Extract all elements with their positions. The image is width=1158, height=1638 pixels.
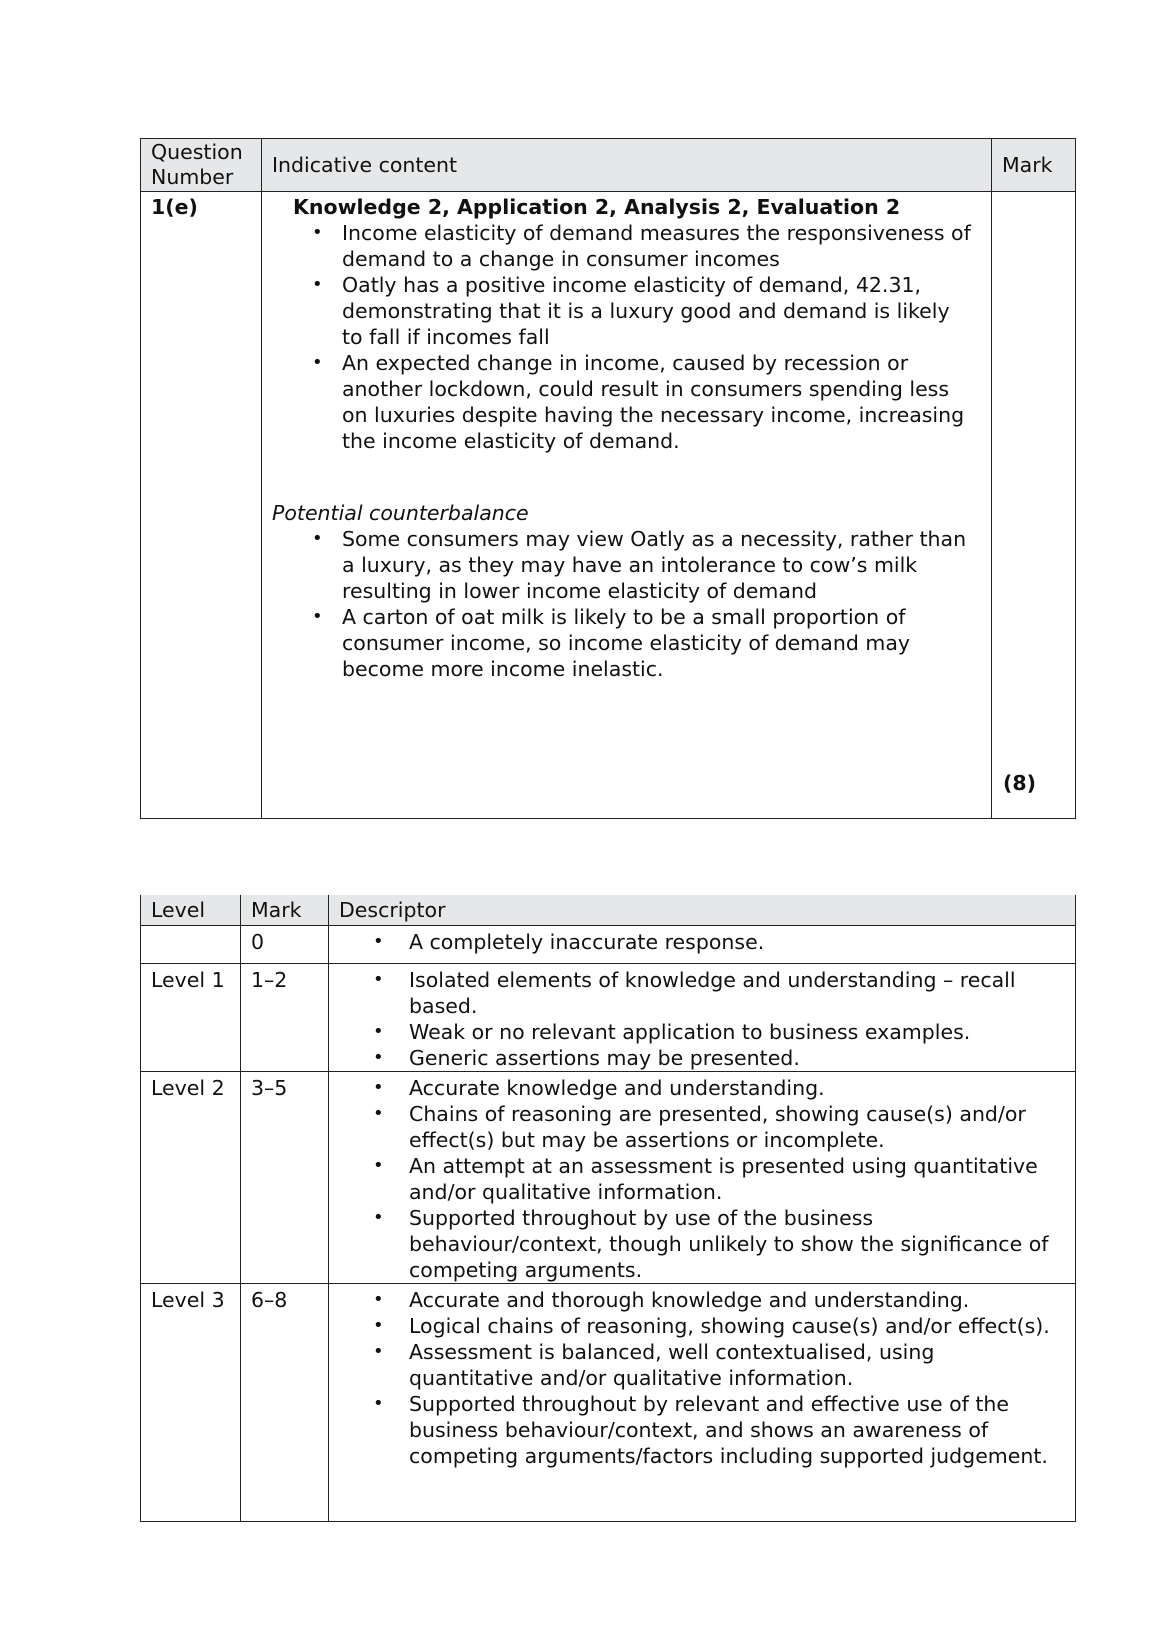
- list-item: • Accurate and thorough knowledge and understanding.: [329, 1287, 1065, 1313]
- mark-cell: [992, 192, 1076, 819]
- descriptor-cell: [329, 1284, 1076, 1522]
- list-item: • Oatly has a positive income elasticity of demand, 42.31, demonstrating that it is a luxury good and demand is likely to fall if incomes fall: [272, 272, 971, 350]
- indicative-content: [262, 192, 992, 819]
- list-item: • Isolated elements of knowledge and understanding – recall based.: [329, 967, 1065, 1019]
- mark-cell: 0: [241, 926, 329, 964]
- table-row: [141, 964, 1076, 1072]
- list-item: • Chains of reasoning are presented, showing cause(s) and/or effect(s) but may be assertions or incomplete.: [329, 1101, 1065, 1153]
- level-cell: Level 1: [141, 964, 241, 1072]
- indicative-points-list: [272, 272, 971, 454]
- list-item: • Logical chains of reasoning, showing cause(s) and/or effect(s).: [329, 1313, 1065, 1339]
- list-item: • An attempt at an assessment is presented using quantitative and/or qualitative information.: [329, 1153, 1065, 1205]
- level-cell: [141, 926, 241, 964]
- list-item: • Supported throughout by use of the business behaviour/context, though unlikely to show the significance of competing arguments.: [329, 1205, 1065, 1283]
- list-item: • Some consumers may view Oatly as a necessity, rather than a luxury, as they may have an intolerance to cow’s milk resulting in lower income elasticity of demand: [272, 526, 971, 604]
- indicative-points-list: [272, 220, 971, 272]
- indicative-content-table: [140, 138, 1076, 819]
- descriptor-cell: [329, 1072, 1076, 1284]
- level-cell: Level 2: [141, 1072, 241, 1284]
- list-item: • Income elasticity of demand measures the responsiveness of demand to a change in consumer incomes: [272, 220, 971, 272]
- descriptor-list: [329, 967, 1065, 1071]
- mark-header: Mark: [992, 139, 1076, 192]
- question-number: 1(e): [141, 192, 262, 819]
- list-item: • Accurate knowledge and understanding.: [329, 1075, 1065, 1101]
- levels-table: [140, 895, 1076, 1522]
- assessment-objectives-heading: Knowledge 2, Application 2, Analysis 2, Evaluation 2: [293, 195, 901, 219]
- mark-header: Mark: [241, 895, 329, 926]
- descriptor-list: [329, 929, 1065, 955]
- descriptor-list: [329, 1075, 1065, 1283]
- level-cell: Level 3: [141, 1284, 241, 1522]
- level-header: Level: [141, 895, 241, 926]
- total-mark: (8): [1003, 771, 1037, 795]
- indicative-content-header: Indicative content: [262, 139, 992, 192]
- question-number-header: Question Number: [141, 139, 262, 192]
- list-item: • An expected change in income, caused by recession or another lockdown, could result in consumers spending less on luxuries despite having the necessary income, increasing the income elasticity of demand.: [272, 350, 971, 454]
- table-row: [141, 1072, 1076, 1284]
- list-item: • Assessment is balanced, well contextualised, using quantitative and/or qualitative information.: [329, 1339, 1065, 1391]
- table-row: [141, 1284, 1076, 1522]
- counterbalance-label: Potential counterbalance: [272, 501, 529, 525]
- question-row: [141, 192, 1076, 819]
- list-item: • A carton of oat milk is likely to be a small proportion of consumer income, so income elasticity of demand may become more income inelastic.: [272, 604, 971, 682]
- descriptor-cell: [329, 964, 1076, 1072]
- header-row: [141, 895, 1076, 926]
- list-item: • Supported throughout by relevant and effective use of the business behaviour/context, and shows an awareness of competing arguments/factors including supported judgement.: [329, 1391, 1065, 1469]
- list-item: • Generic assertions may be presented.: [329, 1045, 1065, 1071]
- descriptor-list: [329, 1287, 1065, 1469]
- descriptor-header: Descriptor: [329, 895, 1076, 926]
- table-row: [141, 926, 1076, 964]
- mark-cell: 6–8: [241, 1284, 329, 1522]
- list-item: • A completely inaccurate response.: [329, 929, 1065, 955]
- header-row: [141, 139, 1076, 192]
- descriptor-cell: [329, 926, 1076, 964]
- counterbalance-points-list: [272, 526, 971, 682]
- list-item: • Weak or no relevant application to business examples.: [329, 1019, 1065, 1045]
- mark-cell: 1–2: [241, 964, 329, 1072]
- mark-cell: 3–5: [241, 1072, 329, 1284]
